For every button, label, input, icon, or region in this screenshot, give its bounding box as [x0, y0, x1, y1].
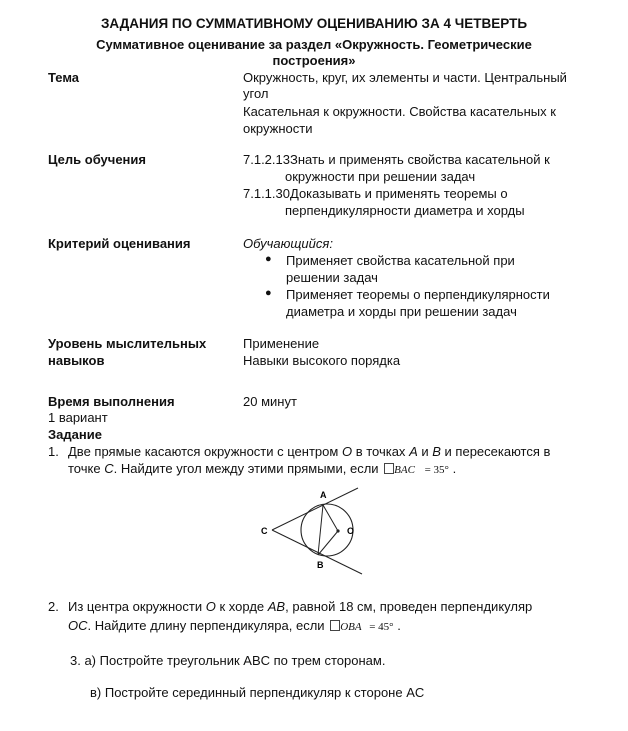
goal-text-2a: Доказывать и применять теоремы о: [290, 186, 508, 201]
label-c: C: [261, 526, 268, 536]
goal-text-1b: окружности при решении задач: [285, 169, 476, 184]
task1-text: Две прямые касаются окружности с центром: [68, 444, 339, 459]
goal-item-1: [243, 152, 550, 167]
task2-number: 2.: [48, 599, 59, 614]
task2-line1: [68, 599, 532, 614]
variant-label: 1 вариант: [48, 410, 108, 425]
angle-value: = 35°: [424, 464, 449, 476]
point-b: B: [432, 444, 441, 459]
task1-text: . Найдите угол между этими прямыми, если: [113, 461, 379, 476]
label-o: O: [347, 526, 355, 536]
tangent-circle-figure: [250, 485, 380, 577]
doc-title: ЗАДАНИЯ ПО СУММАТИВНОМУ ОЦЕНИВАНИЮ ЗА 4 ЧЕТВЕРТЬ: [100, 16, 528, 31]
topic-line-3: Касательная к окружности. Свойства касательных к: [243, 104, 556, 119]
bullet-icon: ●: [265, 253, 272, 265]
task1-text: и: [421, 444, 429, 459]
level-label-2: навыков: [48, 353, 105, 368]
time-label: Время выполнения: [48, 394, 175, 409]
radius-oa: [323, 505, 338, 531]
point-c: C: [104, 461, 114, 476]
topic-line-2: угол: [243, 86, 269, 101]
topic-line-4: окружности: [243, 121, 313, 136]
angle-value: = 45°: [369, 621, 394, 633]
level-label-1: Уровень мыслительных: [48, 336, 207, 351]
task1-text: и пересекаются в: [444, 444, 551, 459]
criteria-bullet-1a: Применяет свойства касательной при: [286, 253, 515, 268]
angle-icon: [330, 620, 340, 631]
radius-ob: [318, 531, 338, 555]
goal-code-2: 7.1.1.30: [243, 186, 290, 201]
point-o: O: [205, 599, 216, 614]
task2-line2: [68, 618, 401, 633]
goal-text-2b: перпендикулярности диаметра и хорды: [285, 203, 525, 218]
task-heading: Задание: [48, 427, 102, 442]
point-o: O: [341, 444, 353, 459]
task1-number: 1.: [48, 444, 59, 459]
task2-text: к хорде: [219, 599, 265, 614]
task2-text: . Найдите длину перпендикуляра, если: [87, 618, 325, 633]
angle-icon: [384, 463, 394, 474]
task3-line1: 3. а) Постройте треугольник ABC по трем сторонам.: [70, 653, 386, 668]
criteria-intro: Обучающийся:: [243, 236, 333, 251]
center-point: [336, 529, 339, 532]
angle-bac: BAC: [394, 464, 415, 476]
label-a: A: [320, 490, 327, 500]
chord-ab: [318, 505, 323, 555]
point-a: A: [409, 444, 418, 459]
bullet-icon: ●: [265, 287, 272, 299]
task2-text: Из центра окружности: [68, 599, 203, 614]
tangent-line-a: [272, 488, 358, 530]
criteria-label: Критерий оценивания: [48, 236, 191, 251]
angle-oba: OBA: [340, 621, 362, 633]
task2-text: , равной 18 см, проведен перпендикуляр: [285, 599, 533, 614]
task1-line1: [68, 444, 550, 459]
level-value-1: Применение: [243, 336, 320, 351]
goal-item-2: [243, 186, 508, 201]
criteria-bullet-2b: диаметра и хорды при решении задач: [286, 304, 517, 319]
topic-line-1: Окружность, круг, их элементы и части. Центральный: [243, 70, 567, 85]
topic-label: Тема: [48, 70, 80, 85]
level-value-2: Навыки высокого порядка: [243, 353, 401, 368]
task1-text: .: [452, 461, 457, 476]
segment-ab: AB: [267, 599, 286, 614]
task3-line2: в) Постройте серединный перпендикуляр к стороне AC: [90, 685, 425, 700]
criteria-bullet-2a: Применяет теоремы о перпендикулярности: [286, 287, 550, 302]
doc-subtitle-line1: Суммативное оценивание за раздел «Окружность. Геометрические: [96, 37, 532, 52]
label-b: B: [317, 560, 324, 570]
task1-line2: [68, 461, 456, 476]
segment-oc: OC: [68, 618, 88, 633]
task2-text: .: [397, 618, 401, 633]
criteria-bullet-1b: решении задач: [286, 270, 378, 285]
doc-subtitle-line2: построения»: [272, 53, 356, 68]
task1-text: точке: [68, 461, 101, 476]
time-value: 20 минут: [243, 394, 297, 409]
goal-label: Цель обучения: [48, 152, 146, 167]
goal-code-1: 7.1.2.13: [243, 152, 290, 167]
task1-text: в точках: [355, 444, 406, 459]
goal-text-1a: Знать и применять свойства касательной к: [290, 152, 550, 167]
